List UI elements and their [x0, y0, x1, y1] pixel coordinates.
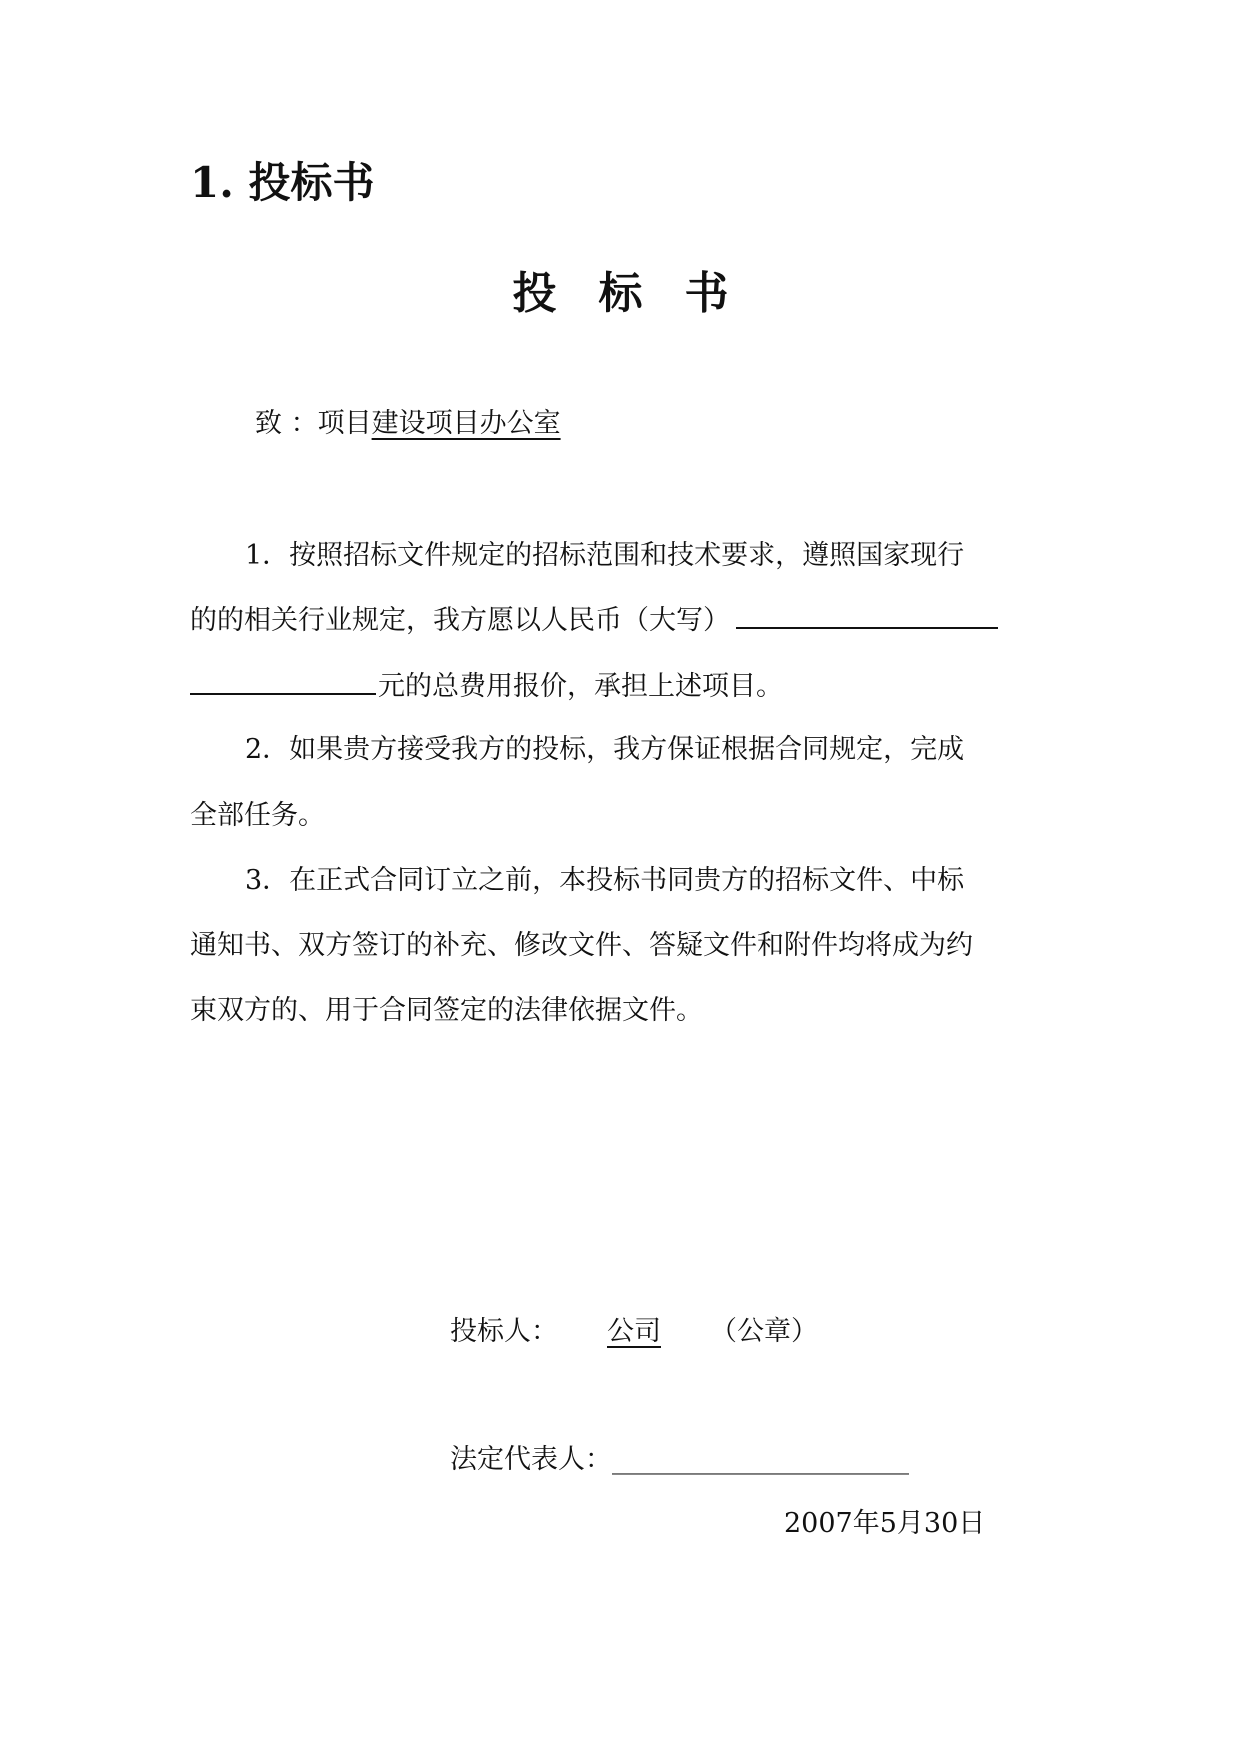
clause-2-line-2: 全部任务。 — [190, 800, 325, 831]
bidder-value: 公司 — [607, 1316, 661, 1347]
bidder-label: 投标人： — [450, 1316, 558, 1347]
clause-2-line-1: 2．如果贵方接受我方的投标，我方保证根据合同规定，完成 — [245, 734, 965, 765]
document-title: 投标书 — [512, 268, 771, 319]
clause-1-line-3 — [190, 673, 783, 700]
seal-note: （公章） — [710, 1316, 818, 1347]
legal-rep-blank: ______________________ — [612, 1444, 909, 1475]
legal-rep-label: 法定代表人： — [450, 1444, 612, 1475]
clause-3-line-3: 束双方的、用于合同签定的法律依据文件。 — [190, 995, 703, 1026]
addressee-prefix: 致 ：项目 — [255, 408, 372, 439]
clause-1-line-1: 1．按照招标文件规定的招标范围和技术要求，遵照国家现行 — [245, 540, 965, 571]
clause-1-line-2 — [190, 607, 998, 634]
addressee-name: 建设项目办公室 — [371, 408, 561, 439]
clause-3-line-1: 3．在正式合同订立之前，本投标书同贵方的招标文件、中标 — [245, 865, 965, 896]
signing-date: 2007年5月30日 — [784, 1508, 986, 1539]
section-heading: 1. 投标书 — [190, 158, 375, 207]
clause-1-line-2-text: 的的相关行业规定，我方愿以人民币（大写） — [190, 605, 730, 636]
clause-3-line-2: 通知书、双方签订的补充、修改文件、答疑文件和附件均将成为约 — [190, 930, 973, 961]
amount-blank-1 — [736, 626, 998, 629]
clause-1-line-3-text: 元的总费用报价，承担上述项目。 — [378, 671, 783, 702]
addressee-line — [255, 410, 561, 437]
bidder-line — [450, 1318, 818, 1345]
amount-blank-2 — [190, 692, 376, 695]
legal-rep-line — [450, 1446, 909, 1473]
